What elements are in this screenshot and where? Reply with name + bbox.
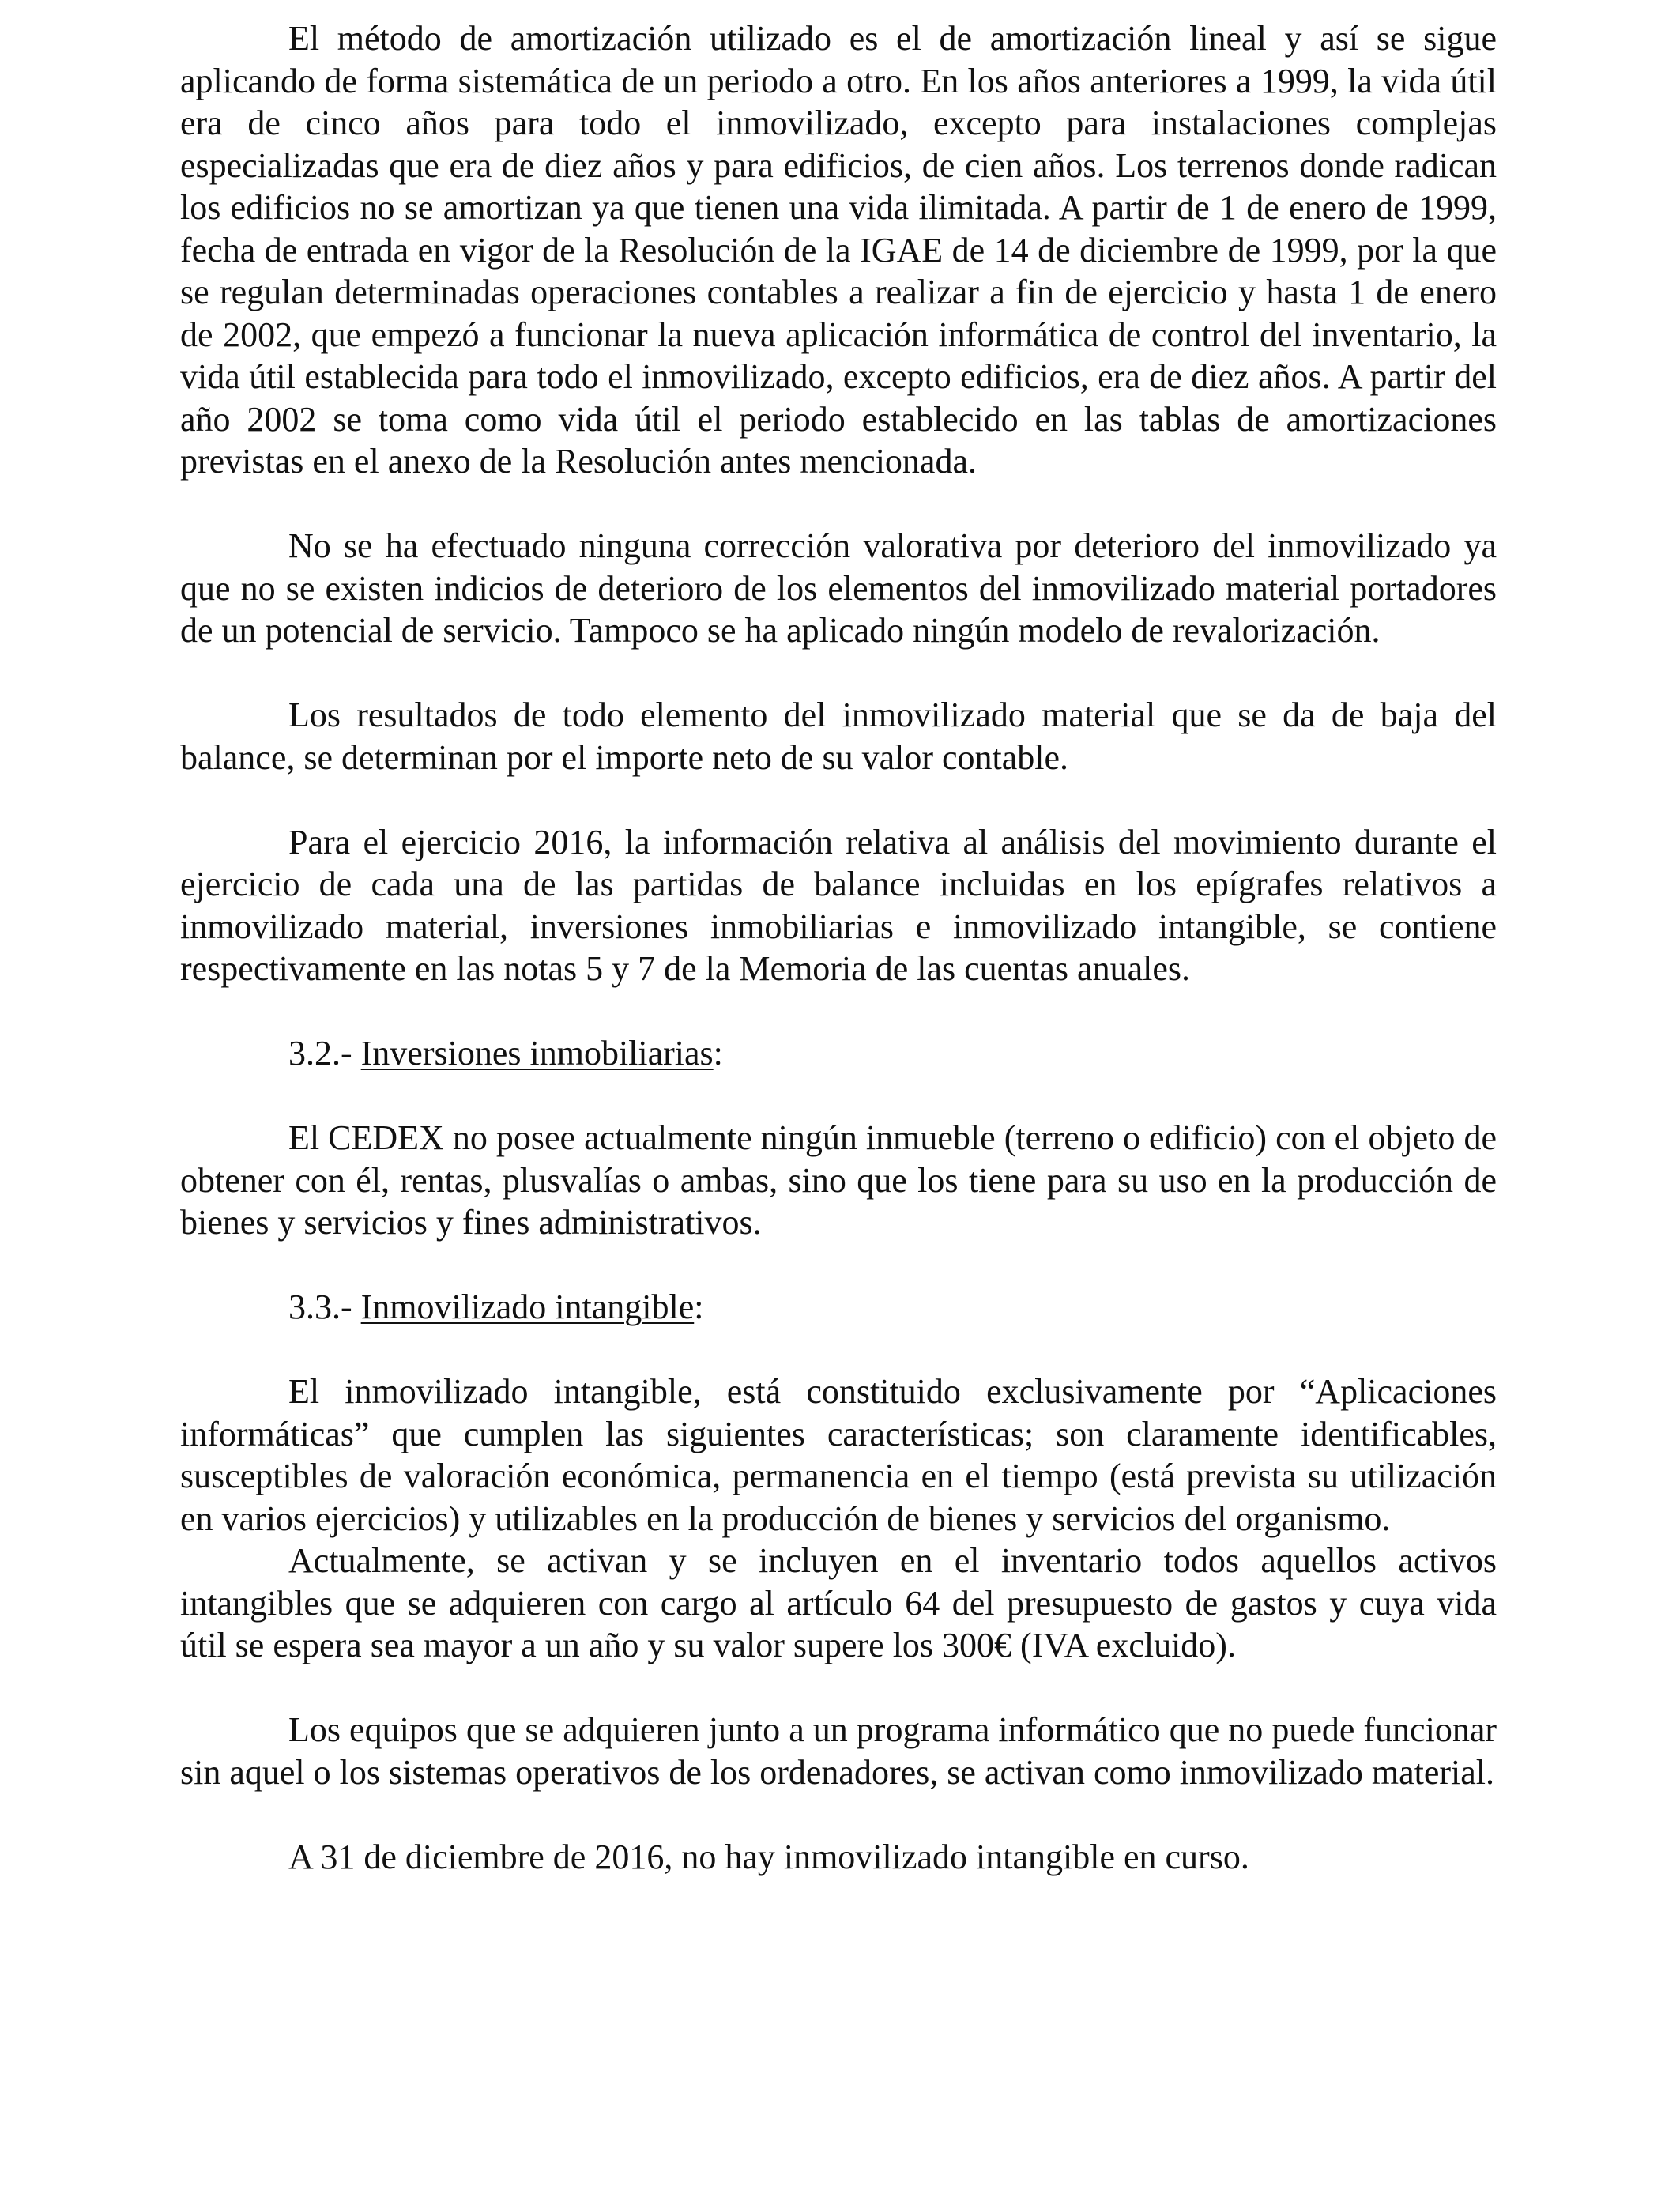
paragraph-amortization-method: El método de amortización utilizado es el de amortización lineal y así se sigue aplicando de forma sistemática de un periodo a otro. En los años anteriores a 1999, la vida útil era de cinco años para todo el inmovilizado, excepto para instalaciones complejas especializadas que era de diez años y para edificios, de cien años. Los terrenos donde radican los edificios no se amortizan ya que tienen una vida ilimitada. A partir de 1 de enero de 1999, fecha de entrada en vigor de la Resolución de la IGAE de 14 de diciembre de 1999, por la que se regulan determinadas operaciones contables a realizar a fin de ejercicio y hasta 1 de enero de 2002, que empezó a funcionar la nueva aplicación informática de control del inventario, la vida útil establecida para todo el inmovilizado, excepto edificios, era de diez años. A partir del año 2002 se toma como vida útil el periodo establecido en las tablas de amortizaciones previstas en el anexo de la Resolución antes mencionada. bbox=[180, 19, 1497, 481]
paragraph-2016-information: Para el ejercicio 2016, la información relativa al análisis del movimiento durante el ejercicio de cada una de las partidas de balance incluidas en los epígrafes relativos a inmovilizado material, inversiones inmobiliarias e inmovilizado intangible, se contiene respectivamente en las notas 5 y 7 de la Memoria de las cuentas anuales. bbox=[180, 822, 1497, 988]
paragraph-impairment: No se ha efectuado ninguna corrección valorativa por deterioro del inmovilizado ya que no se existen indicios de deterioro de los elementos del inmovilizado material portadores de un potencial de servicio. Tampoco se ha aplicado ningún modelo de revalorización. bbox=[180, 526, 1497, 650]
document-page bbox=[180, 17, 1497, 1878]
paragraph-equipment: Los equipos que se adquieren junto a un programa informático que no puede funcionar sin aquel o los sistemas operativos de los ordenadores, se activan como inmovilizado material. bbox=[180, 1710, 1497, 1792]
paragraph-intangible-activation: Actualmente, se activan y se incluyen en el inventario todos aquellos activos intangibles que se adquieren con cargo al artículo 64 del presupuesto de gastos y cuya vida útil se espera sea mayor a un año y su valor supere los 300€ (IVA excluido). bbox=[180, 1541, 1497, 1664]
section-title: Inversiones inmobiliarias bbox=[360, 1034, 714, 1072]
section-heading-3-2 bbox=[180, 1032, 1497, 1075]
section-title: Inmovilizado intangible bbox=[360, 1287, 695, 1326]
section-number: 3.2.- bbox=[288, 1034, 361, 1072]
section-number: 3.3.- bbox=[288, 1287, 361, 1326]
section-suffix: : bbox=[694, 1287, 704, 1326]
section-suffix: : bbox=[713, 1034, 723, 1072]
paragraph-intangible-definition: El inmovilizado intangible, está constituido exclusivamente por “Aplicaciones informáticas” que cumplen las siguientes características; son claramente identificables, susceptibles de valoración económica, permanencia en el tiempo (está prevista su utilización en varios ejercicios) y utilizables en la producción de bienes y servicios del organismo. bbox=[180, 1372, 1497, 1538]
paragraph-disposal-results: Los resultados de todo elemento del inmovilizado material que se da de baja del balance, se determinan por el importe neto de su valor contable. bbox=[180, 696, 1497, 777]
section-heading-3-3 bbox=[180, 1286, 1497, 1329]
paragraph-in-progress: A 31 de diciembre de 2016, no hay inmovilizado intangible en curso. bbox=[288, 1837, 1249, 1876]
paragraph-real-estate: El CEDEX no posee actualmente ningún inmueble (terreno o edificio) con el objeto de obtener con él, rentas, plusvalías o ambas, sino que los tiene para su uso en la producción de bienes y servicios y fines administrativos. bbox=[180, 1118, 1497, 1242]
